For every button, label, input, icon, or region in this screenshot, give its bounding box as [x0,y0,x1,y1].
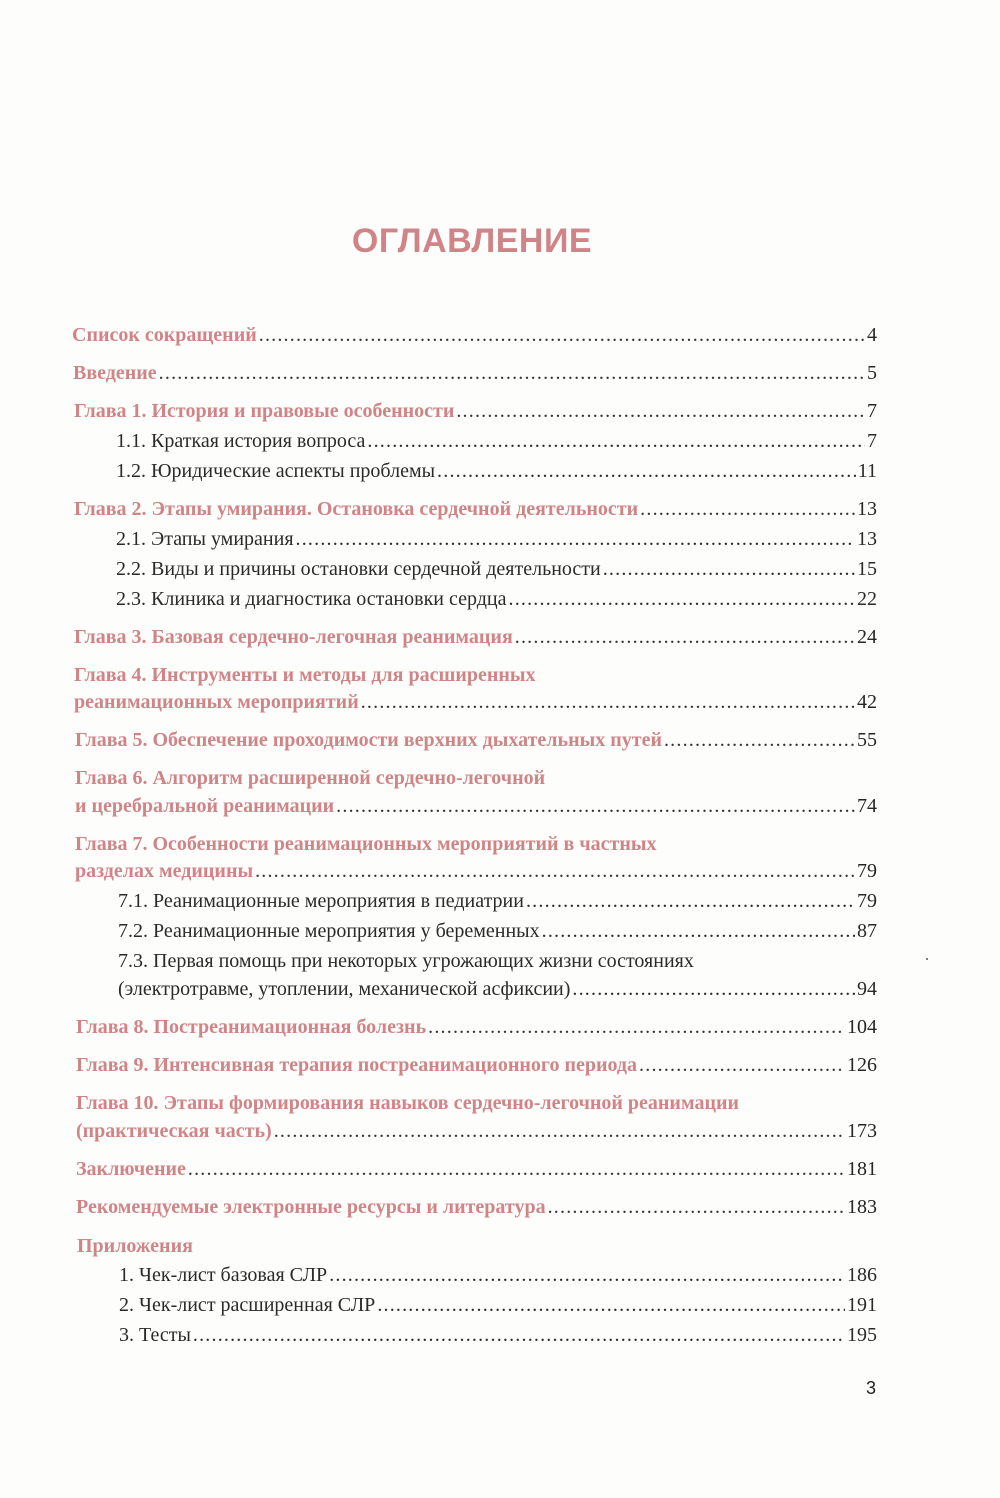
dot-leader [526,891,855,911]
toc-entry-title: Глава 1. История и правовые особенности [74,400,455,422]
toc-page-number: 15 [857,558,877,580]
dot-leader [336,796,855,816]
toc-entry-chapter-10[interactable] [76,1121,877,1141]
toc-entry-chapter-1[interactable] [74,401,877,421]
toc-entry-title: и церебральной реанимации [75,795,335,817]
toc-page-number: 186 [847,1264,877,1286]
toc-entry-title: Глава 8. Постреанимационная болезнь [76,1016,427,1038]
toc-entry-chapter-4-line1[interactable]: Глава 4. Инструменты и методы для расширенных [74,664,536,686]
dot-leader [548,1197,845,1217]
toc-entry-section-2-1[interactable] [116,529,877,549]
dot-leader [428,1017,845,1037]
dot-leader [259,325,865,345]
toc-entry-appendix-2[interactable] [119,1295,877,1315]
toc-entry-chapter-6[interactable] [75,796,877,816]
toc-entry-conclusion[interactable] [76,1159,877,1179]
dot-leader [274,1121,845,1141]
toc-entry-section-7-3-line1[interactable]: 7.3. Первая помощь при некоторых угрожающих жизни состояниях [118,950,694,972]
toc-entry-appendices[interactable]: Приложения [77,1235,193,1257]
page-title: ОГЛАВЛЕНИЕ [351,222,593,260]
toc-entry-appendix-1[interactable] [119,1265,877,1285]
toc-page-number: 74 [857,795,877,817]
toc-entry-title: 1.2. Юридические аспекты проблемы [116,460,436,482]
toc-page-number: 79 [857,890,877,912]
toc-entry-section-7-3[interactable] [118,979,877,999]
dot-leader [572,979,855,999]
dot-leader [296,529,855,549]
toc-entry-title: Глава 9. Интенсивная терапия постреанимационного периода [76,1054,638,1076]
toc-entry-title: Список сокращений [72,324,257,346]
toc-page-number: 5 [867,362,877,384]
toc-entry-title: Глава 2. Этапы умирания. Остановка сердечной деятельности [74,498,639,520]
toc-entry-appendix-3[interactable] [119,1325,877,1345]
toc-entry-abbreviations[interactable] [72,325,877,345]
toc-entry-title: Рекомендуемые электронные ресурсы и литература [76,1196,546,1218]
dot-leader [542,921,855,941]
toc-entry-title: 2. Чек-лист расширенная СЛР [119,1294,376,1316]
toc-entry-section-2-2[interactable] [116,559,877,579]
dot-leader [255,861,855,881]
dot-leader [188,1159,845,1179]
toc-entry-section-1-1[interactable] [116,431,877,451]
toc-page-number: 87 [857,920,877,942]
dot-leader [159,363,865,383]
toc-entry-section-1-2[interactable] [116,461,877,481]
page-number: 3 [866,1378,877,1398]
toc-entry-title: 7.2. Реанимационные мероприятия у беременных [118,920,540,942]
toc-entry-title: 1. Чек-лист базовая СЛР [119,1264,328,1286]
toc-entry-title: 2.3. Клиника и диагностика остановки сердца [116,588,507,610]
toc-page-number: 13 [857,528,877,550]
toc-page-number: 7 [867,400,877,422]
dot-leader [603,559,855,579]
toc-entry-chapter-7-line1[interactable]: Глава 7. Особенности реанимационных мероприятий в частных [75,833,657,855]
toc-page-number: 24 [857,626,877,648]
toc-entry-chapter-9[interactable] [76,1055,877,1075]
toc-entry-chapter-5[interactable] [75,730,877,750]
toc-entry-chapter-4[interactable] [74,692,877,712]
toc-entry-section-7-2[interactable] [118,921,877,941]
toc-entry-title: Глава 5. Обеспечение проходимости верхних дыхательных путей [75,729,662,751]
toc-page-number: 11 [857,460,877,482]
toc-entry-title: Заключение [76,1158,186,1180]
toc-page-number: 191 [847,1294,877,1316]
toc-entry-title: разделах медицины [75,860,254,882]
toc-page-number: 183 [847,1196,877,1218]
dot-leader [329,1265,845,1285]
toc-entry-title: 3. Тесты [119,1324,191,1346]
toc-entry-section-7-1[interactable] [118,891,877,911]
scan-speck [926,958,928,960]
toc-page-number: 13 [857,498,877,520]
toc-page-number: 7 [867,430,877,452]
toc-entry-title: реанимационных мероприятий [74,691,359,713]
toc-entry-title: 2.1. Этапы умирания [116,528,294,550]
toc-entry-chapter-7[interactable] [75,861,877,881]
toc-page-number: 4 [867,324,877,346]
toc-page-number: 104 [847,1016,877,1038]
dot-leader [664,730,855,750]
toc-entry-title: (практическая часть) [76,1120,272,1142]
toc-entry-resources[interactable] [76,1197,877,1217]
toc-entry-section-2-3[interactable] [116,589,877,609]
dot-leader [515,627,855,647]
toc-entry-title: 7.1. Реанимационные мероприятия в педиатрии [118,890,524,912]
dot-leader [193,1325,845,1345]
toc-page-number: 181 [847,1158,877,1180]
dot-leader [377,1295,845,1315]
dot-leader [639,1055,845,1075]
dot-leader [437,461,856,481]
toc-entry-title: 1.1. Краткая история вопроса [116,430,366,452]
dot-leader [361,692,855,712]
toc-page-number: 79 [857,860,877,882]
dot-leader [640,499,855,519]
toc-page-number: 42 [857,691,877,713]
toc-entry-title: 2.2. Виды и причины остановки сердечной деятельности [116,558,601,580]
dot-leader [367,431,865,451]
toc-entry-title: Глава 3. Базовая сердечно-легочная реанимация [74,626,513,648]
toc-page-number: 173 [847,1120,877,1142]
toc-entry-chapter-3[interactable] [74,627,877,647]
toc-entry-title: (электротравме, утоплении, механической асфиксии) [118,978,571,1000]
toc-entry-chapter-6-line1[interactable]: Глава 6. Алгоритм расширенной сердечно-легочной [75,767,546,789]
dot-leader [456,401,865,421]
toc-page-number: 195 [847,1324,877,1346]
toc-entry-chapter-8[interactable] [76,1017,877,1037]
toc-page-number: 55 [857,729,877,751]
dot-leader [509,589,856,609]
toc-entry-chapter-10-line1[interactable]: Глава 10. Этапы формирования навыков сердечно-легочной реанимации [76,1092,740,1114]
toc-page-number: 94 [857,978,877,1000]
toc-page-number: 22 [857,588,877,610]
toc-entry-chapter-2[interactable] [74,499,877,519]
toc-entry-title: Введение [73,362,157,384]
toc-entry-introduction[interactable] [73,363,877,383]
toc-page-number: 126 [847,1054,877,1076]
